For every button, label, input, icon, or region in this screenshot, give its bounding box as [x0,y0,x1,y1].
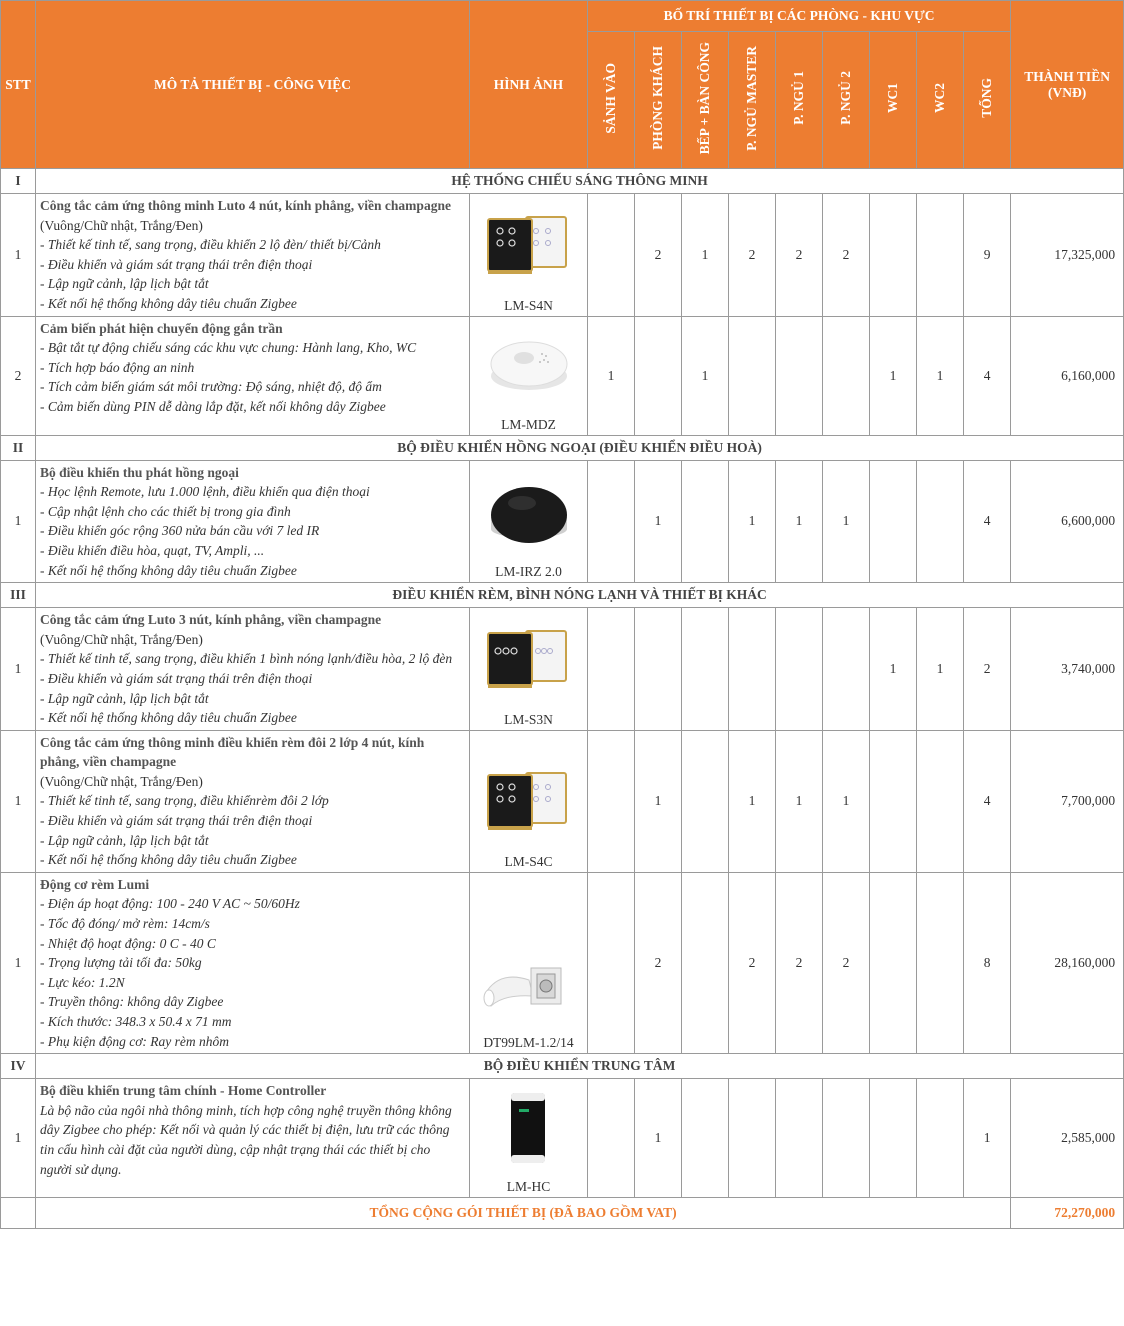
header-room-label: P. NGỦ MASTER [744,45,759,151]
item-bullet: - Học lệnh Remote, lưu 1.000 lệnh, điều khiển qua điện thoại [40,484,370,500]
header-room-label: WC1 [885,83,900,113]
section-title: BỘ ĐIỀU KHIỂN TRUNG TÂM [36,1054,1124,1079]
header-amount-line1: THÀNH TIỀN [1024,68,1110,84]
section-number: IV [1,1054,36,1079]
qty-cell: 1 [823,460,870,583]
item-bullet: - Điều khiển góc rộng 360 nửa bán cầu với 7 led IR [40,523,320,539]
qty-cell: 2 [635,194,682,317]
item-title: Công tắc cảm ứng thông minh Luto 4 nút, kính phẳng, viền champagne [40,198,451,213]
amount-cell: 3,740,000 [1011,608,1124,731]
table-row [1,730,1124,872]
qty-cell: 2 [729,194,776,317]
section-header-row [1,435,1124,460]
table-row [1,1079,1124,1198]
header-room-label: PHÒNG KHÁCH [650,46,665,150]
qty-cell [870,460,917,583]
qty-cell [729,316,776,435]
product-image-cell [470,194,588,317]
qty-cell: 9 [964,194,1011,317]
item-description-cell [36,194,470,317]
table-row [1,608,1124,731]
qty-cell [870,730,917,872]
item-bullet: - Tích cảm biến giám sát môi trường: Độ sáng, nhiệt độ, độ ẩm [40,379,382,395]
qty-cell [729,1079,776,1198]
item-description-cell [36,730,470,872]
qty-cell [917,194,964,317]
section-title: BỘ ĐIỀU KHIỂN HỒNG NGOẠI (ĐIỀU KHIỂN ĐIỀU HOÀ) [36,435,1124,460]
row-number: 1 [1,460,36,583]
item-bullet: - Thiết kế tinh tế, sang trọng, điều khiển 1 bình nóng lạnh/điều hòa, 2 lộ đèn [40,651,453,667]
qty-cell: 1 [917,608,964,731]
motion-sensor-icon [470,317,587,417]
switch-4-icon [470,754,587,854]
header-room-0 [588,32,635,169]
item-title: Động cơ rèm Lumi [40,876,150,892]
qty-cell: 1 [776,460,823,583]
qty-cell: 1 [823,730,870,872]
section-header-row [1,169,1124,194]
item-bullet: - Lập ngữ cảnh, lập lịch bật tắt [40,276,209,292]
header-room-2 [682,32,729,169]
total-amount: 72,270,000 [1011,1198,1124,1229]
section-header-row [1,1054,1124,1079]
qty-cell [776,608,823,731]
product-image-cell [470,1079,588,1198]
item-bullet: - Kích thước: 348.3 x 50.4 x 71 mm [40,1014,232,1029]
item-bullet: - Kết nối hệ thống không dây tiêu chuẩn Zigbee [40,295,297,311]
qty-cell: 2 [823,194,870,317]
product-image-cell [470,730,588,872]
header-description: MÔ TẢ THIẾT BỊ - CÔNG VIỆC [36,1,470,169]
item-bullet: - Truyền thông: không dây Zigbee [40,994,224,1010]
item-bullet: - Điều khiển và giám sát trạng thái trên điện thoại [40,670,313,686]
qty-cell: 1 [635,1079,682,1198]
item-bullet: - Điều khiển và giám sát trạng thái trên điện thoại [40,813,313,829]
product-code: LM-S3N [504,711,553,727]
product-code: LM-IRZ 2.0 [495,564,562,580]
qty-cell: 1 [588,316,635,435]
amount-cell: 6,160,000 [1011,316,1124,435]
product-code: LM-HC [506,1179,551,1195]
qty-cell: 2 [823,872,870,1053]
qty-cell [682,1079,729,1198]
qty-cell: 4 [964,316,1011,435]
row-number: 1 [1,872,36,1053]
section-number: II [1,435,36,460]
qty-cell: 2 [776,872,823,1053]
qty-cell: 2 [635,872,682,1053]
header-room-label: SẢNH VÀO [603,62,618,134]
amount-cell: 2,585,000 [1011,1079,1124,1198]
section-number: III [1,583,36,608]
qty-cell: 1 [870,608,917,731]
section-header-row [1,583,1124,608]
product-image-cell [470,608,588,731]
qty-cell [823,1079,870,1198]
item-bullet: - Lập ngữ cảnh, lập lịch bật tắt [40,690,209,706]
header-room-3 [729,32,776,169]
total-row [1,1198,1124,1229]
qty-cell: 4 [964,730,1011,872]
qty-cell [917,1079,964,1198]
qty-cell: 2 [776,194,823,317]
qty-cell [776,316,823,435]
qty-cell [588,1079,635,1198]
header-room-4 [776,32,823,169]
qty-cell [870,872,917,1053]
item-bullet: - Điều khiển và giám sát trạng thái trên điện thoại [40,256,313,272]
table-row [1,460,1124,583]
qty-cell: 1 [682,194,729,317]
product-image-cell [470,460,588,583]
qty-cell [588,460,635,583]
qty-cell [588,194,635,317]
switch-4-icon [470,198,587,298]
item-bullet: - Nhiệt độ hoạt động: 0 C - 40 C [40,935,216,951]
item-bullet: - Lập ngữ cảnh, lập lịch bật tắt [40,832,209,848]
item-description-cell [36,1079,470,1198]
item-bullet: - Tích hợp báo động an ninh [40,359,195,375]
qty-cell: 2 [729,872,776,1053]
item-title: Cảm biến phát hiện chuyển động gắn trần [40,320,283,336]
switch-3-icon [470,612,587,712]
header-room-label: TỔNG [979,78,995,118]
product-code: LM-S4C [504,853,553,869]
header-room-label: P. NGỦ 2 [838,71,853,125]
row-number: 2 [1,316,36,435]
item-bullet: - Kết nối hệ thống không dây tiêu chuẩn Zigbee [40,562,297,578]
item-description-cell [36,316,470,435]
header-amount-line2: (VNĐ) [1048,84,1087,100]
row-number: 1 [1,730,36,872]
header-room-1 [635,32,682,169]
header-room-label: BẾP + BÀN CÔNG [697,41,712,155]
item-note: (Vuông/Chữ nhật, Trắng/Đen) [40,217,203,233]
qty-cell [776,1079,823,1198]
home-controller-icon [470,1079,587,1179]
qty-cell: 1 [870,316,917,435]
header-room-5 [823,32,870,169]
row-number: 1 [1,194,36,317]
item-title: Bộ điều khiển thu phát hồng ngoại [40,464,239,480]
item-note: (Vuông/Chữ nhật, Trắng/Đen) [40,773,203,789]
amount-cell: 7,700,000 [1011,730,1124,872]
qty-cell: 1 [776,730,823,872]
header-room-label: WC2 [932,83,947,113]
ir-remote-hub-icon [470,464,587,564]
qty-cell [682,730,729,872]
item-bullet: - Tốc độ đóng/ mở rèm: 14cm/s [40,916,210,932]
table-row [1,872,1124,1053]
product-code: LM-MDZ [501,416,556,432]
item-description-cell [36,460,470,583]
row-number: 1 [1,1079,36,1198]
qty-cell [870,1079,917,1198]
qty-cell: 2 [964,608,1011,731]
qty-cell [588,608,635,731]
row-number: 1 [1,608,36,731]
item-bullet: - Kết nối hệ thống không dây tiêu chuẩn Zigbee [40,852,297,868]
qty-cell: 1 [917,316,964,435]
qty-cell [682,872,729,1053]
item-bullet: - Phụ kiện động cơ: Ray rèm nhôm [40,1033,230,1049]
qty-cell [917,730,964,872]
qty-cell: 8 [964,872,1011,1053]
qty-cell [588,872,635,1053]
header-room-6 [870,32,917,169]
item-bullet: - Kết nối hệ thống không dây tiêu chuẩn Zigbee [40,710,297,726]
item-title: Công tắc cảm ứng thông minh điều khiển rèm đôi 2 lớp 4 nút, kính phẳng, viền champagne [40,734,425,770]
qty-cell: 1 [729,460,776,583]
header-amount [1011,1,1124,169]
product-code: LM-S4N [504,297,553,313]
item-description-cell [36,608,470,731]
qty-cell [682,608,729,731]
qty-cell [917,872,964,1053]
header-stt: STT [1,1,36,169]
section-title: ĐIỀU KHIỂN RÈM, BÌNH NÓNG LẠNH VÀ THIẾT BỊ KHÁC [36,583,1124,608]
qty-cell [635,316,682,435]
header-image: HÌNH ẢNH [470,1,588,169]
table-row [1,194,1124,317]
qty-cell: 4 [964,460,1011,583]
item-title: Bộ điều khiển trung tâm chính - Home Controller [40,1083,327,1099]
item-bullet: - Trọng lượng tải tối đa: 50kg [40,955,202,971]
qty-cell: 1 [682,316,729,435]
qty-cell: 1 [964,1079,1011,1198]
section-number: I [1,169,36,194]
qty-cell: 1 [635,460,682,583]
qty-cell [682,460,729,583]
qty-cell [870,194,917,317]
item-bullet: - Cảm biến dùng PIN dễ dàng lắp đặt, kết nối không dây Zigbee [40,398,386,414]
header-room-label: P. NGỦ 1 [791,71,806,125]
qty-cell [823,316,870,435]
qty-cell: 1 [635,730,682,872]
table-row [1,316,1124,435]
qty-cell [588,730,635,872]
total-label: TỔNG CỘNG GÓI THIẾT BỊ (ĐÃ BAO GỒM VAT) [36,1198,1011,1229]
item-bullet: - Cập nhật lệnh cho các thiết bị trong gia đình [40,503,291,519]
product-image-cell [470,316,588,435]
item-title: Công tắc cảm ứng Luto 3 nút, kính phẳng, viền champagne [40,612,382,628]
product-code: DT99LM-1.2/14 [483,1035,574,1051]
qty-cell [917,460,964,583]
amount-cell: 28,160,000 [1011,872,1124,1053]
qty-cell [729,608,776,731]
item-note: (Vuông/Chữ nhật, Trắng/Đen) [40,631,203,647]
header-room-group: BỐ TRÍ THIẾT BỊ CÁC PHÒNG - KHU VỰC [588,1,1011,32]
header-room-8 [964,32,1011,169]
curtain-motor-icon [470,935,587,1035]
header-room-7 [917,32,964,169]
item-bullet: - Bật tắt tự động chiếu sáng các khu vực chung: Hành lang, Kho, WC [40,340,417,356]
item-bullet: - Điện áp hoạt động: 100 - 240 V AC ~ 50/60Hz [40,896,300,912]
item-description: Là bộ não của ngôi nhà thông minh, tích hợp công nghệ truyền thông không dây Zigbee cho phép: Kết nối và quản lý các thiết bị điện, lưu trữ các thông tin cấu hình cài đặt của người dùng, cập nhật trạng thái các thiết bị cho người sử dụng. [40,1102,452,1177]
product-image-cell [470,872,588,1053]
qty-cell [635,608,682,731]
item-bullet: - Thiết kế tinh tế, sang trọng, điều khiểnrèm đôi 2 lớp [40,793,329,809]
item-bullet: - Lực kéo: 1.2N [40,974,125,990]
section-title: HỆ THỐNG CHIẾU SÁNG THÔNG MINH [36,169,1124,194]
item-bullet: - Điều khiển điều hòa, quạt, TV, Ampli, ... [40,542,265,558]
amount-cell: 6,600,000 [1011,460,1124,583]
qty-cell [823,608,870,731]
item-description-cell [36,872,470,1053]
amount-cell: 17,325,000 [1011,194,1124,317]
item-bullet: - Thiết kế tinh tế, sang trọng, điều khiển 2 lộ đèn/ thiết bị/Cảnh [40,237,381,253]
qty-cell: 1 [729,730,776,872]
